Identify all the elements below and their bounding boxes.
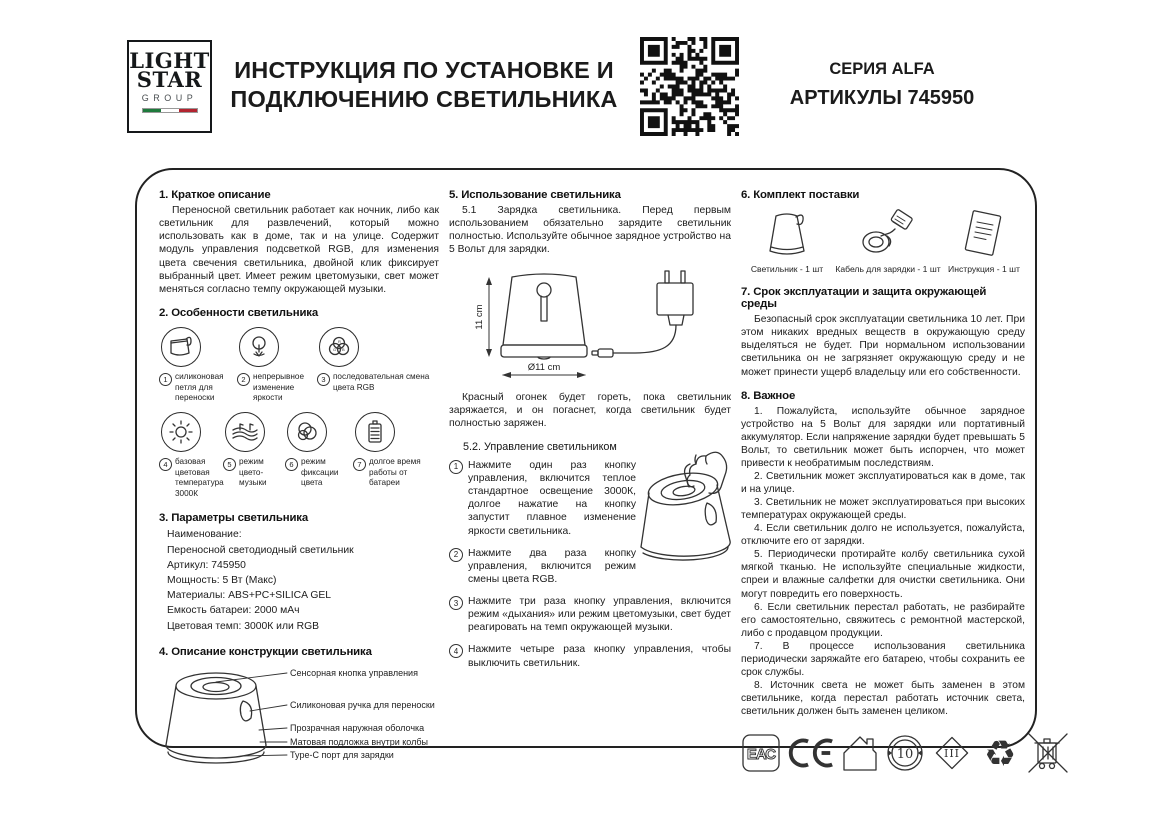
callout-label: Type-C порт для зарядки: [290, 749, 394, 760]
lamp-construction-diagram: [159, 661, 437, 775]
feature-label: базовая цветовая температура 3000К: [175, 456, 224, 498]
section-6-heading: 6. Комплект поставки: [741, 189, 860, 201]
certification-marks: [741, 730, 1025, 776]
battery-icon: [355, 412, 395, 452]
column-1: [159, 189, 439, 776]
feature-item: [353, 412, 437, 500]
eac-text: ЕАС: [746, 746, 776, 764]
step-text: Нажмите два раза кнопку управления, включится режим смены цвета RGB.: [468, 547, 636, 585]
recycle-icon: [978, 731, 1022, 775]
svg-text:♻: ♻: [983, 734, 1017, 776]
column-3: [741, 189, 1025, 776]
page-title-line2: ПОДКЛЮЧЕНИЮ СВЕТИЛЬНИКА: [230, 86, 618, 113]
feature-label: непрерывное изменение яркости: [253, 371, 305, 403]
feature-item: [159, 412, 223, 500]
page-title: [228, 56, 620, 115]
param-row: Емкость батареи: 2000 мАч: [167, 605, 300, 617]
column-2: [449, 189, 731, 776]
height-dimension-label: 11 cm: [474, 303, 485, 330]
qr-code: [640, 37, 739, 136]
charging-cable-icon: [857, 209, 919, 259]
feature-item: [223, 412, 285, 500]
important-item: 4. Если светильник долго не используется, пожалуйста, отключите его от зарядки.: [741, 523, 1025, 548]
section-8-heading: 8. Важное: [741, 389, 796, 402]
callout-label: Сенсорная кнопка управления: [290, 667, 418, 678]
protection-class-text: III: [943, 747, 961, 761]
feature-label: силиконовая петля для переноски: [175, 371, 224, 403]
param-row: Материалы: ABS+PC+SILICA GEL: [167, 590, 332, 602]
page-title-line1: ИНСТРУКЦИЯ ПО УСТАНОВКЕ И: [234, 57, 614, 83]
brand-logo: [127, 40, 212, 133]
article-number: АРТИКУЛЫ 745950: [789, 87, 975, 109]
features-row-2: [159, 412, 439, 500]
italian-flag-stripe: [142, 108, 198, 113]
charging-indicator-text: Красный огонек будет гореть, пока светильник заряжается, и он погаснет, когда светильник будет полностью заряжен.: [449, 391, 731, 429]
callout-label: Матовая подложка внутри колбы: [290, 736, 428, 747]
param-row: Артикул: 745950: [167, 559, 246, 571]
section-5-1-text: 5.1 Зарядка светильника. Перед первым использованием обязательно зарядите светильник полностью. Используйте обычное зарядное устройство на 5 Вольт для зарядки.: [449, 205, 731, 256]
content-frame: [135, 168, 1037, 776]
indoor-use-icon: [839, 733, 881, 773]
param-row: Цветовая темп: 3000К или RGB: [167, 620, 320, 632]
callout-label: Силиконовая ручка для переноски: [290, 699, 435, 710]
section-3-heading: 3. Параметры светильника: [159, 512, 309, 525]
step-text: Нажмите один раз кнопку управления, включится теплое стандартное освещение 3000К, долгое нажатие на кнопку запустит плавное изменение яркости светильника.: [468, 459, 636, 537]
param-row: Наименование:: [167, 529, 242, 541]
package-item-label: Кабель для зарядки - 1 шт: [835, 264, 941, 274]
section-8: [741, 390, 1025, 719]
feature-number: 6: [285, 458, 298, 471]
important-item: 5. Периодически протирайте колбу светильника сухой мягкой тканью. Не используйте специальные жидкости, спреи и влажные салфетки для очистки светильника. Они могут повредить его поверхность.: [741, 549, 1025, 600]
important-item: 1. Пожалуйста, используйте обычное зарядное устройство на 5 Вольт для зарядки или портативный аккумулятор. Если напряжение зарядки будет превышать 5 Вольт, то светильник может быть испорчен, что может привести к необратимым последствиям.: [741, 405, 1025, 469]
step-number: 2: [449, 548, 463, 562]
manual-icon: [961, 207, 1007, 259]
important-item: 2. Светильник может эксплуатироваться как в доме, так и на улице.: [741, 470, 1025, 495]
diameter-dimension-label: Ø11 cm: [527, 361, 561, 373]
feature-number: 5: [223, 458, 236, 471]
ce-mark-icon: [784, 735, 836, 771]
important-item: 8. Источник света не может быть заменен в этом светильнике, когда перестал работать источник света, светильник должен быть заменен целиком.: [741, 679, 1025, 718]
svg-text:G: G: [333, 346, 337, 352]
series-name: СЕРИЯ ALFA: [829, 60, 935, 78]
param-row: Мощность: 5 Вт (Макс): [167, 575, 277, 587]
feature-item: [317, 327, 435, 404]
music-mode-icon: [225, 412, 265, 452]
svg-text:B: B: [342, 346, 345, 352]
package-contents: [741, 207, 1025, 274]
eac-mark-icon: [741, 733, 781, 773]
section-2: [159, 307, 439, 500]
brightness-touch-icon: [239, 327, 279, 367]
press-button-illustration: [633, 443, 739, 579]
package-item: [741, 209, 833, 274]
feature-label: режим фиксации цвета: [301, 456, 339, 488]
step-text: Нажмите четыре раза кнопку управления, чтобы выключить светильник.: [468, 644, 731, 669]
section-7-heading: 7. Срок эксплуатации и защита окружающей среды: [741, 286, 987, 310]
class-iii-icon: [929, 730, 975, 776]
feature-number: 2: [237, 373, 250, 386]
package-item: [943, 207, 1025, 274]
section-4-heading: 4. Описание конструкции светильника: [159, 645, 372, 658]
package-item-label: Светильник - 1 шт: [750, 264, 824, 274]
charging-diagram: [449, 267, 727, 391]
section-1-heading: 1. Краткое описание: [159, 189, 271, 201]
weee-bin-icon: [1025, 731, 1071, 775]
section-5-2-heading: 5.2. Управление светильником: [463, 440, 617, 453]
important-item: 7. В процессе использования светильника периодически заряжайте его батарею, чтобы сохранить ее срок службы.: [741, 640, 1025, 678]
section-7-text: Безопасный срок эксплуатации светильника 10 лет. При этом никаких вредных веществ в окружающую среду выделяться не будет. При нормальном использовании светильника он не загрязняет окружающую среду и не может принести ущерб владельцу или его собственности.: [741, 314, 1025, 378]
important-item: 3. Светильник не может эксплуатироваться при высоких температурах окружающей среды.: [741, 497, 1025, 522]
feature-item: [159, 327, 237, 404]
features-row-1: [159, 327, 439, 404]
step-number: 1: [449, 460, 463, 474]
package-item-label: Инструкция - 1 шт: [948, 264, 1020, 274]
section-2-heading: 2. Особенности светильника: [159, 306, 319, 319]
step-number: 3: [449, 596, 463, 610]
feature-item: [285, 412, 353, 500]
section-4: [159, 646, 439, 775]
feature-label: долгое время работы от батареи: [369, 456, 421, 488]
feature-number: 3: [317, 373, 330, 386]
lifetime-10-icon: [884, 732, 926, 774]
logo-text-star: STAR: [136, 67, 203, 93]
section-1-text: Переносной светильник работает как ночник, либо как светильник для развлечений, который можно использовать как в доме, так и на улице. Содержит модуль управления подсветкой RGB, для изменения цвета свечения светильника, двойной клик фиксирует выбранный цвет. Имеет режим цветомузыки, свет может меняться согласно темпу окружающей музыки.: [159, 205, 439, 295]
callout-label: Прозрачная наружная оболочка: [290, 722, 425, 733]
feature-number: 4: [159, 458, 172, 471]
step-text: Нажмите три раза кнопку управления, включится режим «дыхания» или режим цветомузыки, свет будет реагировать на темп окружающей музыки.: [468, 596, 731, 634]
control-step: [449, 595, 731, 634]
lifetime-years-text: 10: [896, 747, 914, 763]
param-row: Переносной светодиодный светильник: [167, 544, 354, 556]
svg-text:R: R: [338, 338, 341, 344]
package-item: [833, 209, 943, 274]
logo-text-group: GROUP: [141, 92, 198, 103]
section-3: [159, 512, 439, 633]
step-number: 4: [449, 644, 463, 658]
feature-label: последовательная смена цвета RGB: [333, 371, 430, 392]
feature-number: 7: [353, 458, 366, 471]
section-5-heading: 5. Использование светильника: [449, 189, 621, 201]
section-7: [741, 286, 1025, 379]
color-temp-icon: [161, 412, 201, 452]
control-step: [449, 643, 731, 669]
control-steps: [449, 459, 731, 670]
feature-item: [237, 327, 317, 404]
feature-label: режим цвето- музыки: [239, 456, 267, 488]
important-item: 6. Если светильник перестал работать, не разбирайте его самостоятельно, свяжитесь с ремонтной мастерской, либо с продавцом продукции.: [741, 601, 1025, 639]
logo-text-light: LIGHT: [129, 48, 210, 73]
lamp-loop-icon: [161, 327, 201, 367]
color-lock-icon: [287, 412, 327, 452]
feature-number: 1: [159, 373, 172, 386]
package-lamp-icon: [764, 209, 810, 259]
rgb-color-icon: [319, 327, 359, 367]
series-block: [762, 60, 1002, 110]
